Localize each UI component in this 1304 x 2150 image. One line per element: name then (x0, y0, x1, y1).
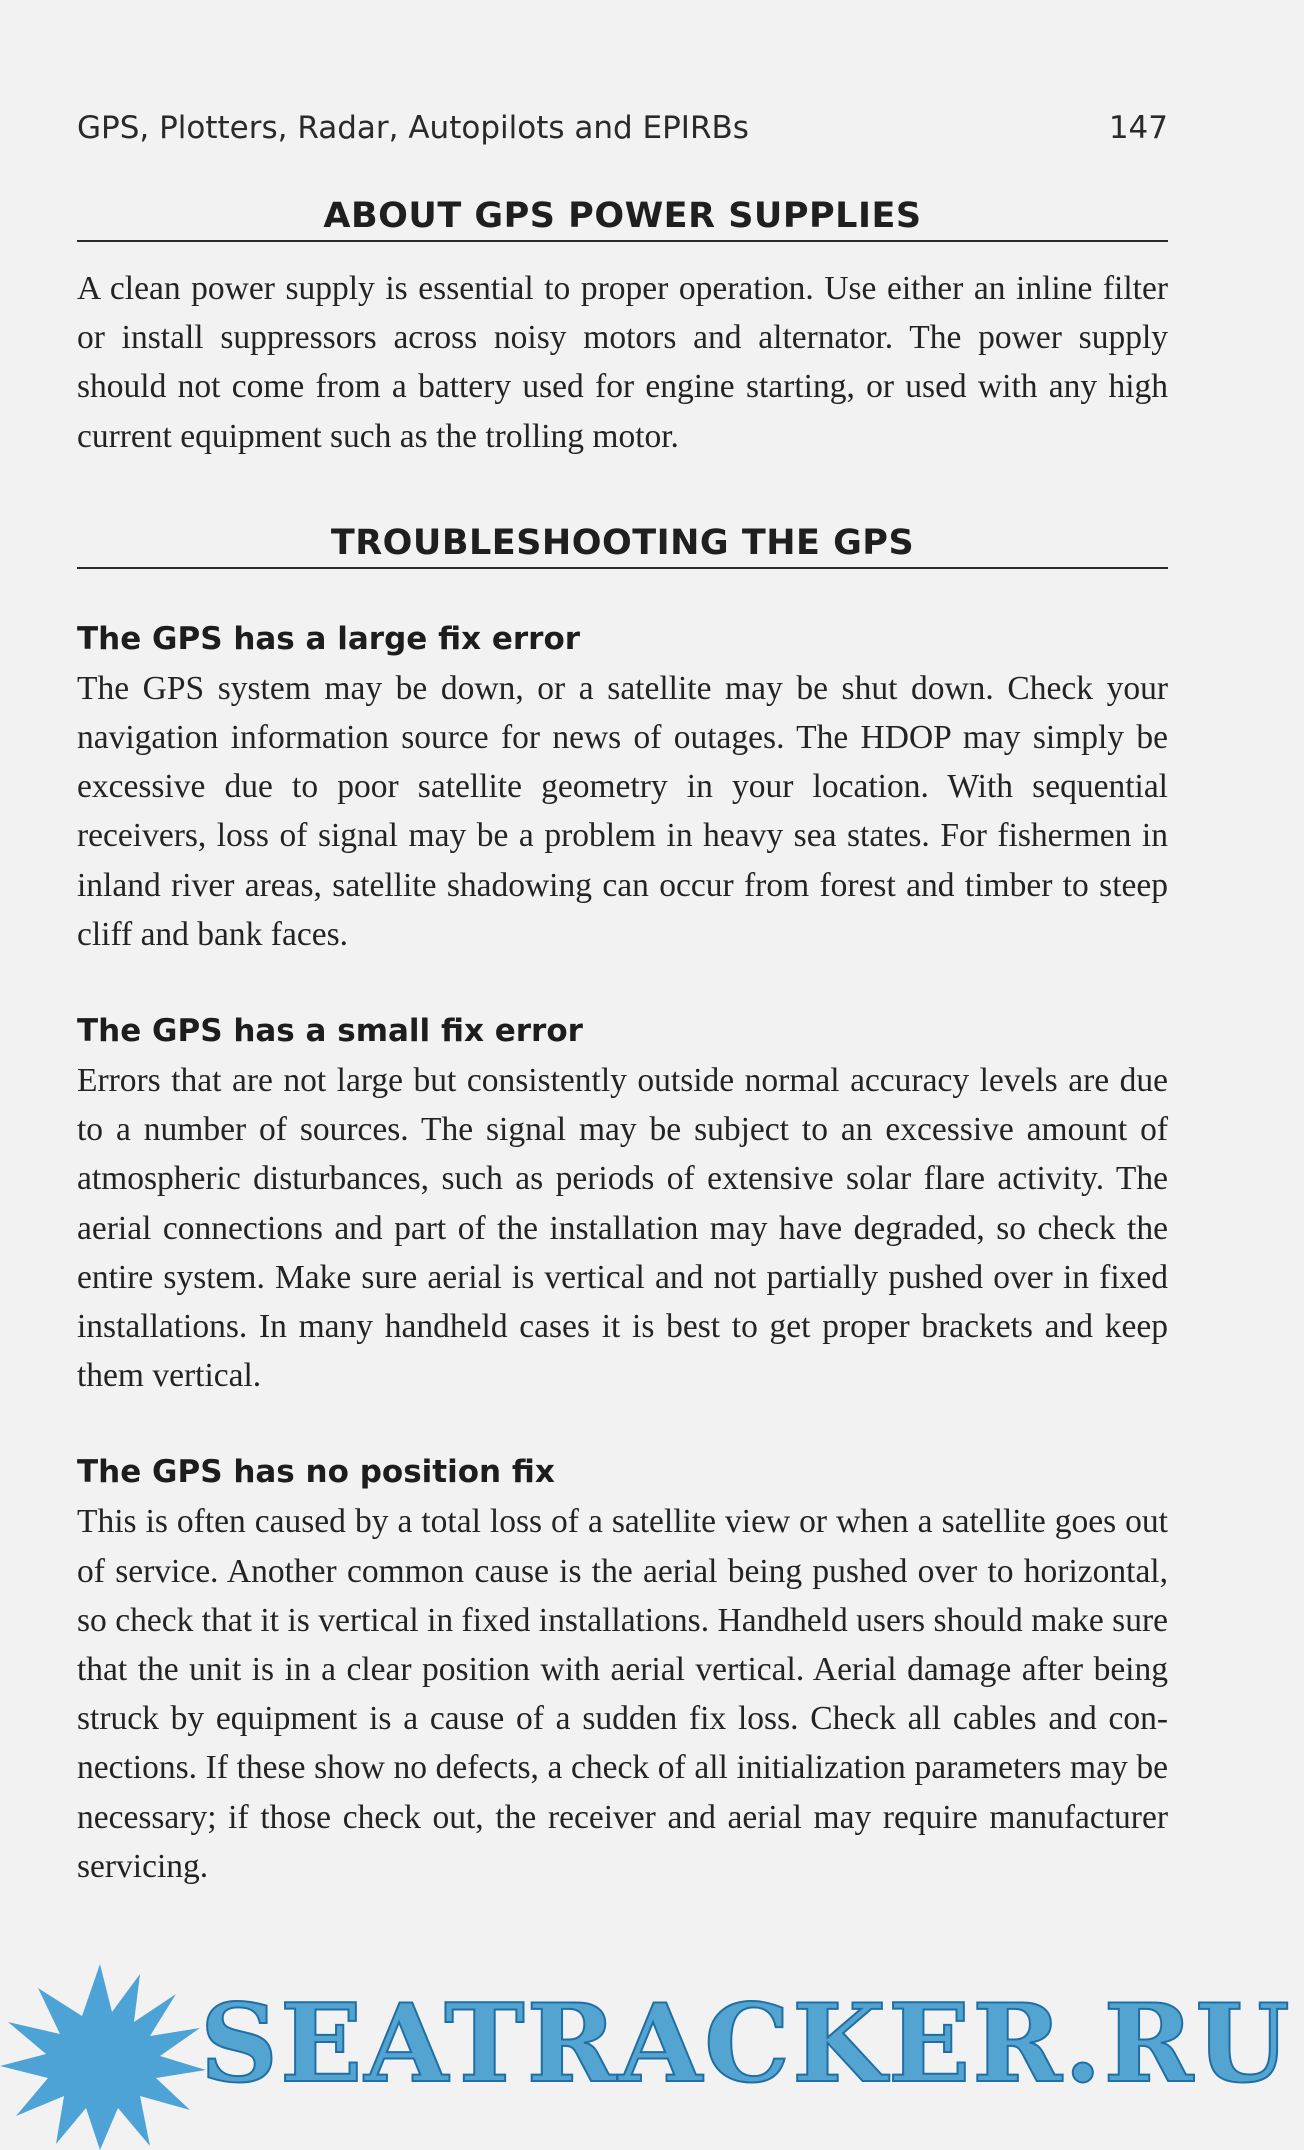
book-page (77, 110, 1168, 1891)
subheading-no-position-fix: The GPS has no position fix (77, 1454, 555, 1491)
section-heading-troubleshooting: TROUBLESHOOTING THE GPS (77, 523, 1168, 569)
paragraph-no-position-fix: This is often caused by a total loss of a satellite view or when a satellite goes out of service. Another common cause is the aerial being pushed over to horizontal, so check that it is vertical in fixed installations. Handheld users should make sure that the unit is in a clear position with aerial vertical. Aerial damage after being struck by equipment is a cause of a sudden fix loss. Check all cables and connections. If these show no defects, a check of all initialization parameters may be necessary; if those check out, the receiver and aerial may require manufacturer servicing. (77, 1503, 1168, 1885)
running-title: GPS, Plotters, Radar, Autopilots and EPIRBs (77, 110, 749, 146)
subheading-large-fix-error: The GPS has a large fix error (77, 620, 581, 657)
paragraph-large-fix-error: The GPS system may be down, or a satellite may be shut down. Check your navigation information source for news of outages. The HDOP may simply be excessive due to poor satellite geometry in your location. With sequential receivers, loss of signal may be a problem in heavy sea states. For fishermen in inland river areas, satellite shadowing can occur from forest and timber to steep cliff and bank faces. (77, 669, 1168, 953)
page-number: 147 (1108, 110, 1168, 146)
subheading-small-fix-error: The GPS has a small fix error (77, 1013, 583, 1050)
running-head (77, 110, 1168, 170)
watermark-text: SEATRACKER.RU (200, 1981, 1292, 2107)
section-heading-power-supplies: ABOUT GPS POWER SUPPLIES (77, 196, 1168, 242)
paragraph-small-fix-error: Errors that are not large but consistently outside normal accuracy levels are due to a number of sources. The signal may be subject to an excessive amount of atmospheric disturbances, such as periods of extensive solar flare activity. The aerial connections and part of the installation may have degraded, so check the entire system. Make sure aerial is vertical and not partially pushed over in fixed installations. In many handheld cases it is best to get proper brackets and keep them vertical. (77, 1062, 1168, 1395)
starburst-icon (0, 1964, 206, 2150)
paragraph-power-supplies: A clean power supply is essential to proper operation. Use either an inline filter or install suppressors across noisy motors and alternator. The power supply should not come from a battery used for engine starting, or used with any high current equipment such as the trolling motor. (77, 270, 1168, 455)
